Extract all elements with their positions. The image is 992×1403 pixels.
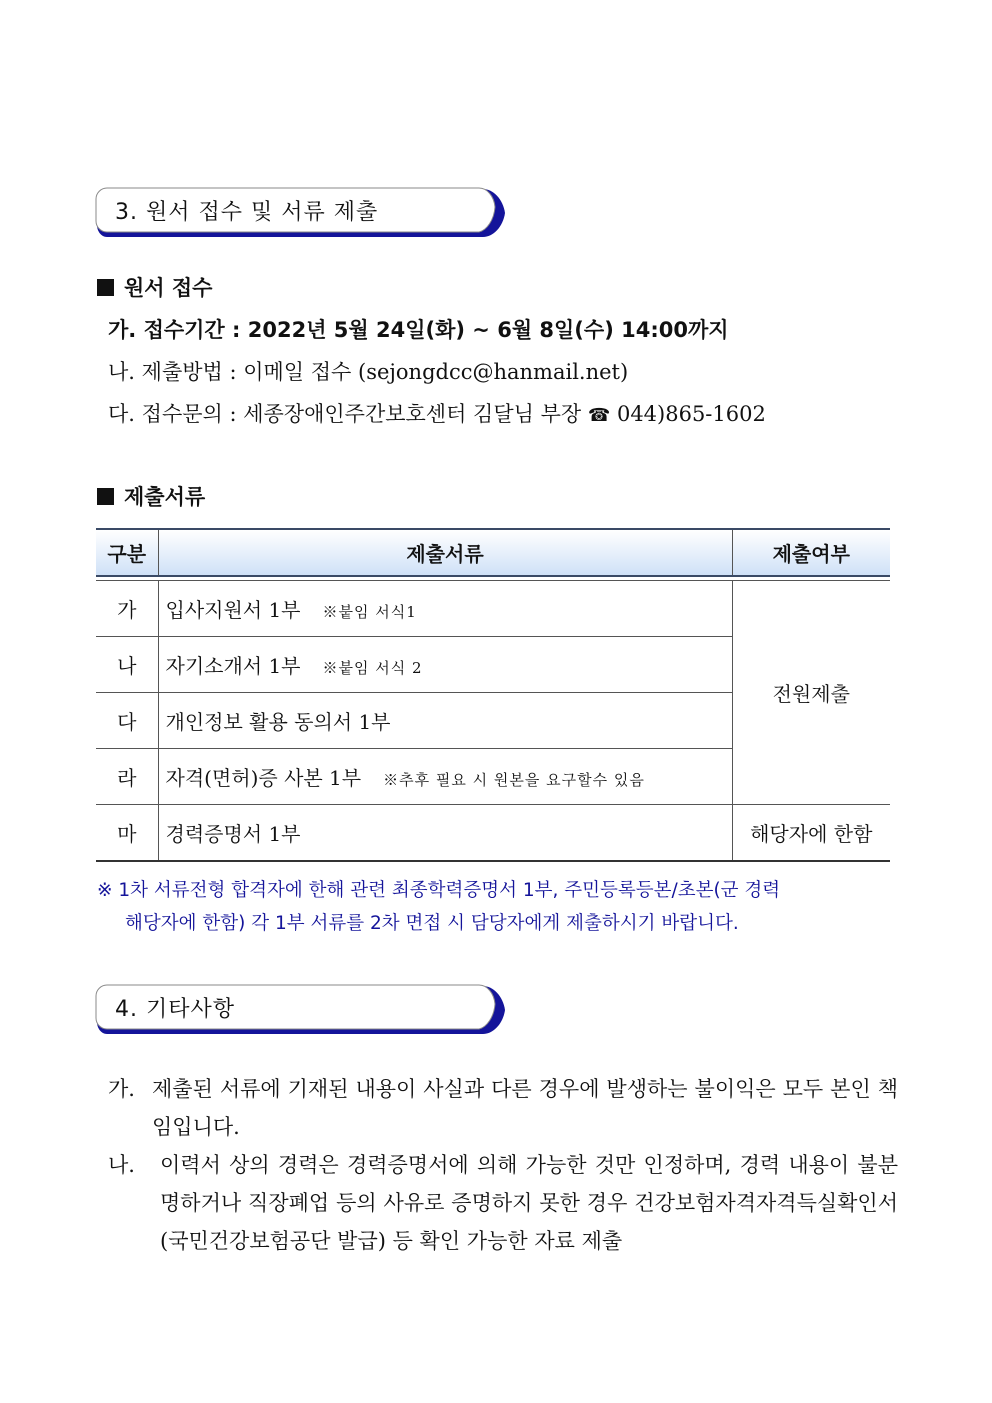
documents-heading: 제출서류 — [97, 481, 205, 511]
row-note: ※추후 필요 시 원본을 요구할수 있음 — [383, 771, 645, 789]
table-row: 가 입사지원서 1부 ※붙임 서식1 전원제출 — [96, 581, 890, 637]
column-header: 제출여부 — [732, 529, 890, 576]
reception-inquiry: 다. 접수문의 : 세종장애인주간보호센터 김달님 부장 ☎ 044)865-1602 — [108, 402, 766, 426]
documents-table — [96, 528, 890, 862]
documents-notice: ※ 1차 서류전형 합격자에 한해 관련 최종학력증명서 1부, 주민등록등본/초본(군 경력 해당자에 한함) 각 1부 서류를 2차 면접 시 담당자에게 제출하시기 바랍니다. — [97, 880, 781, 934]
column-header: 구분 — [96, 529, 158, 576]
other-item-1: 가. 제출된 서류에 기재된 내용이 사실과 다른 경우에 발생하는 불이익은 모두 본인 책임입니다. — [108, 1077, 898, 1139]
phone-number: 044)865-1602 — [616, 402, 766, 426]
square-bullet-icon — [97, 279, 114, 296]
reception-period: 가. 접수기간 : 2022년 5월 24일(화) ~ 6월 8일(수) 14:00까지 — [108, 318, 729, 342]
other-item-2: 나. 이력서 상의 경력은 경력증명서에 의해 가능한 것만 인정하며, 경력 내용이 불분명하거나 직장폐업 등의 사유로 증명하지 못한 경우 건강보험자격자격득실확인서(국민건강보험공단 발급) 등 확인 가능한 자료 제출 — [108, 1153, 898, 1253]
row-note: ※붙임 서식1 — [322, 603, 417, 621]
row-note: ※붙임 서식 2 — [322, 659, 423, 677]
section-3-header — [95, 187, 507, 237]
column-header: 제출서류 — [158, 529, 732, 576]
reception-method: 나. 제출방법 : 이메일 접수 (sejongdcc@hanmail.net) — [108, 360, 629, 384]
section-4-title: 4. 기타사항 — [115, 997, 235, 1022]
reception-heading: 원서 접수 — [97, 272, 212, 302]
table-row: 마 경력증명서 1부 해당자에 한함 — [96, 805, 890, 862]
table-row: 라 자격(면허)증 사본 1부 ※추후 필요 시 원본을 요구할수 있음 — [96, 749, 890, 805]
status-career: 해당자에 한함 — [732, 805, 890, 862]
table-row: 다 개인정보 활용 동의서 1부 — [96, 693, 890, 749]
table-header-row — [96, 529, 890, 576]
status-all: 전원제출 — [732, 581, 890, 805]
square-bullet-icon — [97, 488, 114, 505]
section-4-header — [95, 984, 507, 1034]
phone-icon: ☎ — [587, 405, 611, 426]
section-3-title: 3. 원서 접수 및 서류 제출 — [115, 200, 379, 225]
table-row: 나 자기소개서 1부 ※붙임 서식 2 — [96, 637, 890, 693]
